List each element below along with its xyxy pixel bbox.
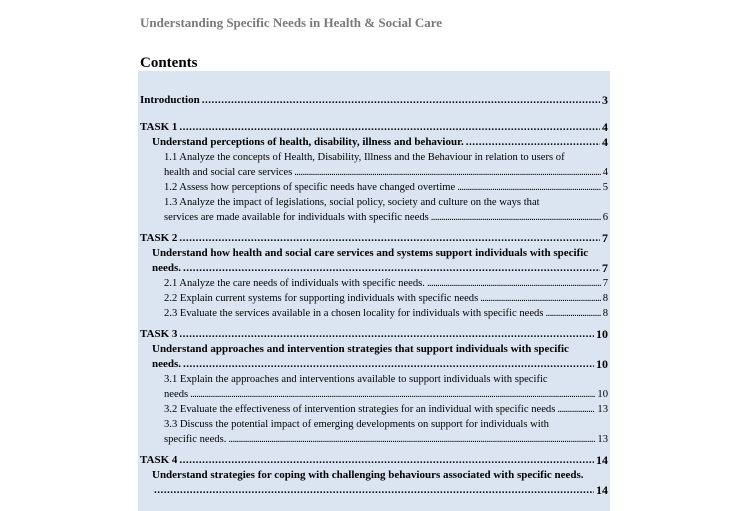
toc-entry-2-3[interactable]: 2.3 Evaluate the services available in a chosen locality for individuals with specific needs ..... 8	[140, 306, 608, 321]
toc-entry-2-2[interactable]: 2.2 Explain current systems for supporting individuals with specific needs ..... 8	[140, 291, 608, 306]
toc-entry-task1[interactable]: TASK 1 ..... 4	[140, 120, 608, 135]
toc-entry-3-1[interactable]: 3.1 Explain the approaches and interventions available to support individuals with specific needs ..... 10	[140, 372, 608, 402]
toc-entry-introduction[interactable]: Introduction ..... 3	[140, 93, 608, 108]
toc-entry-1-3[interactable]: 1.3 Analyze the impact of legislations, social policy, society and culture on the ways that services are made available for individuals with specific needs ..... 6	[140, 195, 608, 225]
toc-entry-task4-heading[interactable]: Understand strategies for coping with challenging behaviours associated with specific needs. ..... 14	[140, 468, 608, 498]
toc-entry-task2-heading[interactable]: Understand how health and social care services and systems support individuals with specific needs. ..... 7	[140, 246, 608, 276]
toc-entry-task3[interactable]: TASK 3 ..... 10	[140, 327, 608, 342]
toc-entry-3-2[interactable]: 3.2 Evaluate the effectiveness of intervention strategies for an individual with specific needs ..... 13	[140, 402, 608, 417]
toc-entry-task2[interactable]: TASK 2 ..... 7	[140, 231, 608, 246]
toc-entry-task1-heading[interactable]: Understand perceptions of health, disability, illness and behaviour. ..... 4	[140, 135, 608, 150]
toc-entry-2-1[interactable]: 2.1 Analyze the care needs of individuals with specific needs. ..... 7	[140, 276, 608, 291]
toc-entry-task3-heading[interactable]: Understand approaches and intervention strategies that support individuals with specific needs. ..... 10	[140, 342, 608, 372]
table-of-contents	[140, 93, 608, 498]
toc-entry-3-3[interactable]: 3.3 Discuss the potential impact of emerging developments on support for individuals with specific needs. ..... 13	[140, 417, 608, 447]
document-header-title: Understanding Specific Needs in Health & Social Care	[140, 15, 443, 30]
toc-entry-1-1[interactable]: 1.1 Analyze the concepts of Health, Disability, Illness and the Behaviour in relation to users of health and social care services ..... 4	[140, 150, 608, 180]
contents-heading: Contents	[140, 55, 198, 71]
toc-entry-1-2[interactable]: 1.2 Assess how perceptions of specific needs have changed overtime ..... 5	[140, 180, 608, 195]
toc-entry-task4[interactable]: TASK 4 ..... 14	[140, 453, 608, 468]
